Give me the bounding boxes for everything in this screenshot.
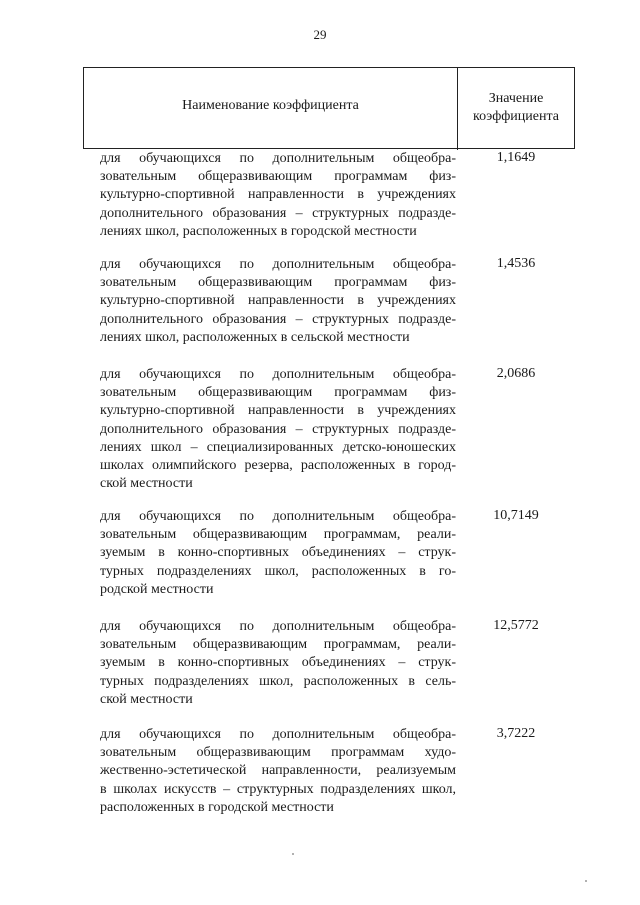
- coefficient-description: [100, 150, 456, 241]
- coefficient-description: [100, 366, 456, 493]
- description-line: расположенных в городской местности: [100, 799, 334, 815]
- description-line: дополнительного образования – структурных подразде-: [100, 205, 456, 221]
- header-coefficient-value: [458, 90, 574, 126]
- coefficient-description: [100, 508, 456, 599]
- description-line: турных подразделениях школ, расположенных в го-: [100, 563, 456, 579]
- coefficient-value: 1,1649: [496, 150, 536, 165]
- description-line: для обучающихся по дополнительным общеобра-: [100, 619, 456, 634]
- coefficient-value: 3,7222: [496, 726, 536, 741]
- description-line: культурно-спортивной направленности в учреждениях: [100, 403, 456, 419]
- description-line: культурно-спортивной направленности в учреждениях: [100, 187, 456, 203]
- description-line: зовательным общеразвивающим программам, реали-: [100, 527, 456, 543]
- description-line: для обучающихся по дополнительным общеобра-: [100, 509, 456, 524]
- scan-speck: [292, 853, 294, 855]
- description-line: родской местности: [100, 581, 214, 597]
- table-header: [83, 67, 575, 149]
- description-line: лениях школ – специализированных детско-юношеских: [100, 439, 456, 455]
- description-line: жественно-эстетической направленности, реализуемым: [100, 763, 456, 779]
- scan-speck: [585, 880, 587, 882]
- description-line: зовательным общеразвивающим программам худо-: [100, 745, 456, 761]
- description-line: зуемым в конно-спортивных объединениях – струк-: [100, 545, 456, 561]
- header-value-line-2: коэффициента: [473, 109, 559, 124]
- description-line: для обучающихся по дополнительным общеобра-: [100, 257, 456, 272]
- description-line: зовательным общеразвивающим программам физ-: [100, 275, 456, 291]
- coefficient-description: [100, 256, 456, 347]
- description-line: зовательным общеразвивающим программам физ-: [100, 169, 456, 185]
- header-coefficient-name: Наименование коэффициента: [182, 98, 359, 113]
- description-line: зовательным общеразвивающим программам физ-: [100, 385, 456, 401]
- description-line: школах олимпийского резерва, расположенных в город-: [100, 458, 456, 474]
- description-line: лениях школ, расположенных в сельской местности: [100, 329, 410, 345]
- coefficient-description: [100, 726, 456, 817]
- description-line: ской местности: [100, 476, 193, 492]
- description-line: для обучающихся по дополнительным общеобра-: [100, 727, 456, 742]
- description-line: зуемым в конно-спортивных объединениях – струк-: [100, 655, 456, 671]
- description-line: для обучающихся по дополнительным общеобра-: [100, 151, 456, 166]
- description-line: в школах искусств – структурных подразделениях школ,: [100, 781, 456, 797]
- coefficient-value: 12,5772: [493, 618, 539, 633]
- description-line: культурно-спортивной направленности в учреждениях: [100, 293, 456, 309]
- coefficient-value: 2,0686: [496, 366, 536, 381]
- description-line: турных подразделениях школ, расположенных в сель-: [100, 673, 456, 689]
- description-line: дополнительного образования – структурных подразде-: [100, 311, 456, 327]
- description-line: лениях школ, расположенных в городской местности: [100, 223, 417, 239]
- description-line: ской местности: [100, 691, 193, 707]
- page-number: 29: [313, 27, 327, 42]
- coefficient-value: 1,4536: [496, 256, 536, 271]
- coefficient-description: [100, 618, 456, 709]
- coefficient-value: 10,7149: [493, 508, 539, 523]
- description-line: дополнительного образования – структурных подразде-: [100, 421, 456, 437]
- description-line: зовательным общеразвивающим программам, реали-: [100, 637, 456, 653]
- header-value-line-1: Значение: [488, 91, 544, 106]
- description-line: для обучающихся по дополнительным общеобра-: [100, 367, 456, 382]
